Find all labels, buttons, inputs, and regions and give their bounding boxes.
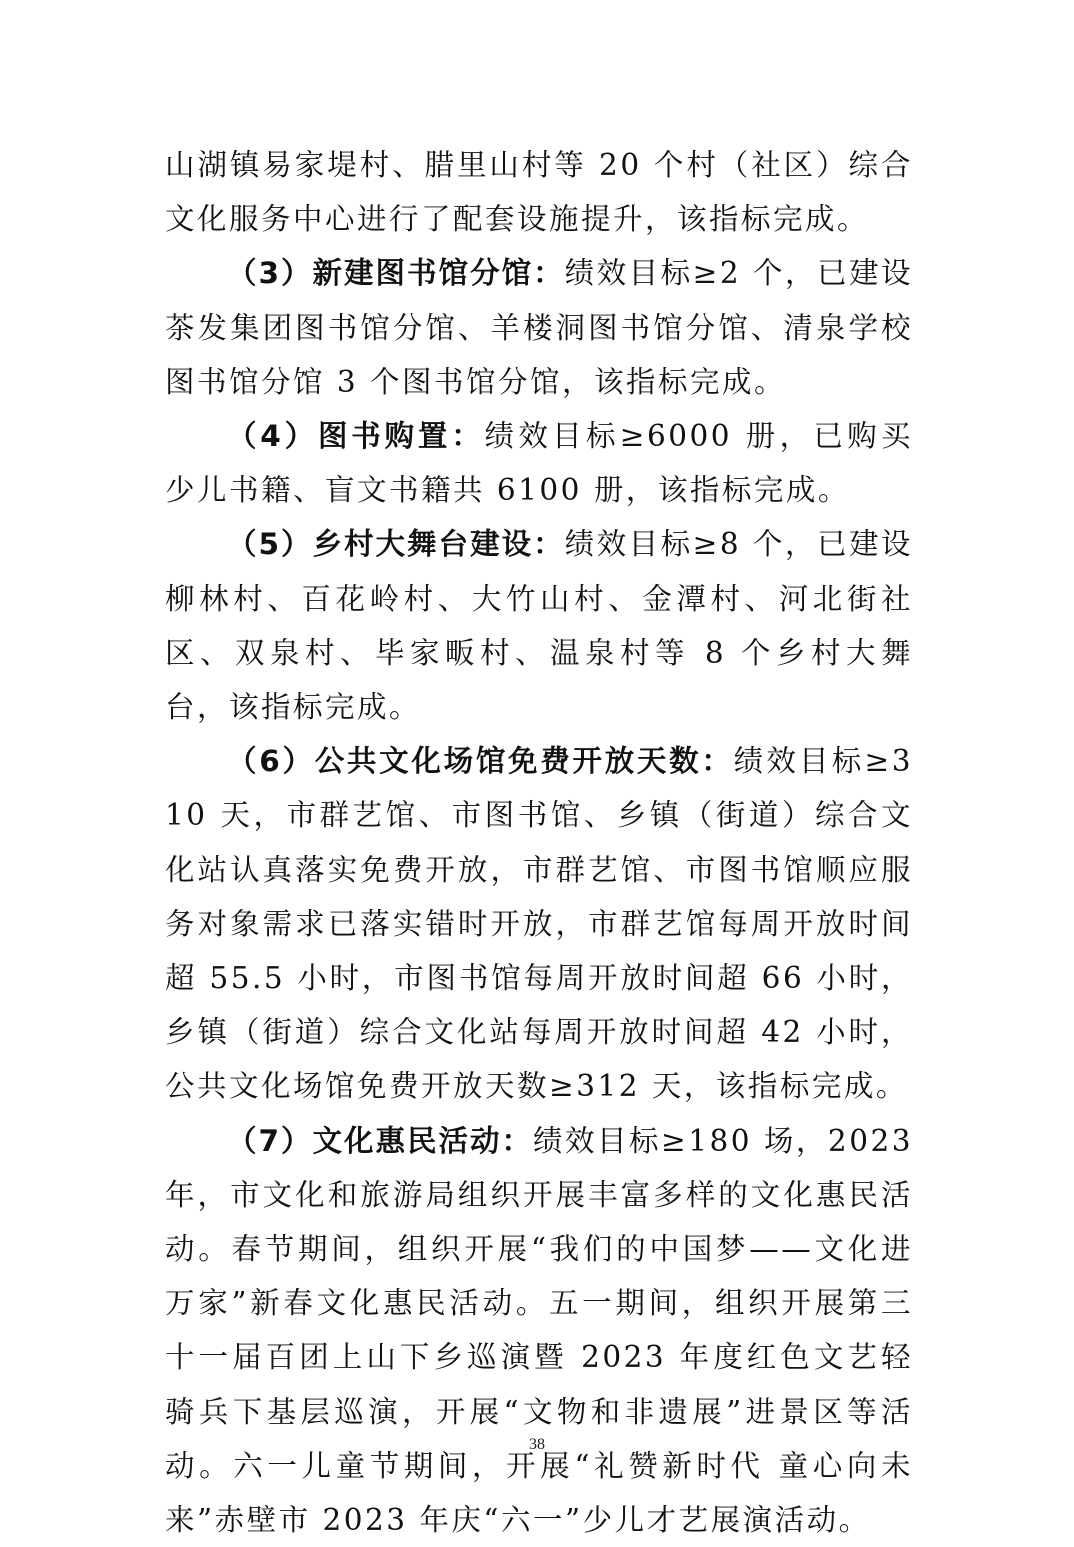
paragraph-library-branches xyxy=(165,246,913,409)
paragraph-continuation xyxy=(165,138,913,246)
paragraph-heading: （5）乡村大舞台建设： xyxy=(227,527,565,562)
paragraph-text: 绩效目标≥8 个，已建设柳林村、百花岭村、大竹山村、金潭村、河北街社区、双泉村、毕家畈村、温泉村等 8 个乡村大舞台，该指标完成。 xyxy=(165,527,913,725)
paragraph-text: 山湖镇易家堤村、腊里山村等 20 个村（社区）综合文化服务中心进行了配套设施提升，该指标完成。 xyxy=(165,148,913,237)
paragraph-cultural-activities xyxy=(165,1114,913,1547)
paragraph-heading: （7）文化惠民活动： xyxy=(227,1123,534,1158)
document-body xyxy=(165,138,913,1547)
paragraph-heading: （3）新建图书馆分馆： xyxy=(227,256,565,291)
paragraph-text: 绩效目标≥180 场，2023 年，市文化和旅游局组织开展丰富多样的文化惠民活动。春节期间，组织开展“我们的中国梦——文化进万家”新春文化惠民活动。五一期间，组织开展第三十一届百团上山下乡巡演暨 2023 年度红色文艺轻骑兵下基层巡演，开展“文物和非遗展”进景区等活动。六一儿童节期间，开展“礼赞新时代 童心向未来”赤壁市 2023 年庆“六一”少儿才艺展演活动。 xyxy=(165,1123,914,1538)
page-number: 38 xyxy=(529,1436,545,1453)
paragraph-text: 绩效目标≥310 天，市群艺馆、市图书馆、乡镇（街道）综合文化站认真落实免费开放，市群艺馆、市图书馆顺应服务对象需求已落实错时开放，市群艺馆每周开放时间超 55.5 小时，市图书馆每周开放时间超 66 小时，乡镇（街道）综合文化站每周开放时间超 42 小时，公共文化场馆免费开放天数≥312 天，该指标完成。 xyxy=(165,744,913,1104)
paragraph-heading: （4）图书购置： xyxy=(227,419,485,454)
paragraph-text: 绩效目标≥6000 册，已购买少儿书籍、盲文书籍共 6100 册，该指标完成。 xyxy=(165,419,914,508)
paragraph-book-purchase xyxy=(165,409,913,517)
paragraph-heading: （6）公共文化场馆免费开放天数： xyxy=(227,744,734,779)
paragraph-text: 绩效目标≥2 个，已建设茶发集团图书馆分馆、羊楼洞图书馆分馆、清泉学校图书馆分馆 3 个图书馆分馆，该指标完成。 xyxy=(165,256,913,399)
paragraph-free-opening-days xyxy=(165,734,913,1113)
paragraph-rural-stage xyxy=(165,517,913,734)
